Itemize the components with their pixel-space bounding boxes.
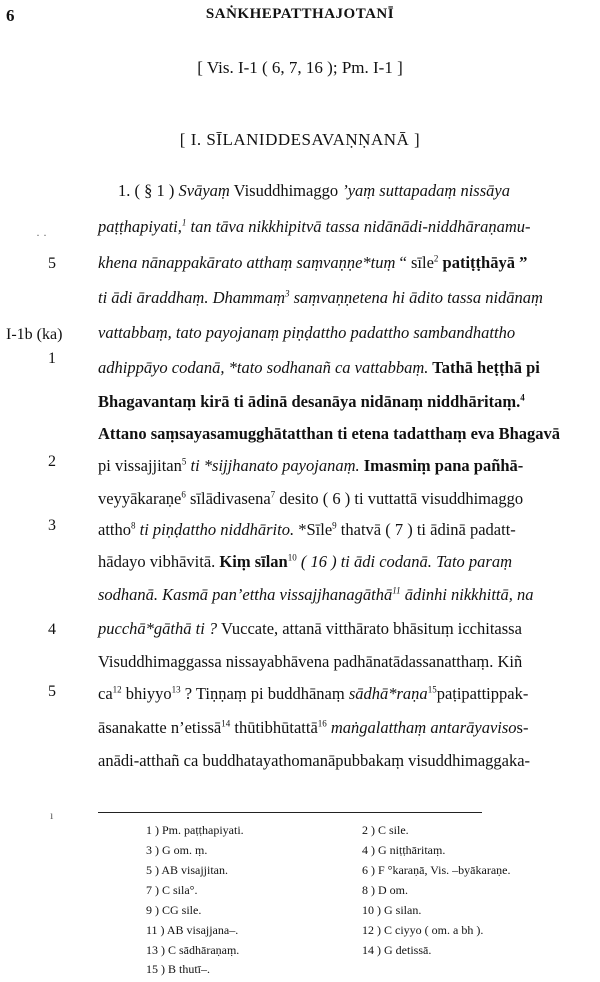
footnote: 5 ) AB visajjitan. bbox=[146, 863, 228, 877]
body-line: paṭṭhapiyati,$^1$ tan tāva nikkhipitvā tassa nidānādi-niddhāraṇamu- bbox=[98, 217, 531, 236]
body-line: vattabbaṃ, tato payojanaṃ piṇḍattho padattho sambandhattho bbox=[98, 323, 516, 342]
footnote: 2 ) C sile. bbox=[362, 823, 409, 837]
body-line: Visuddhimaggassa nissayabhāvena padhānatādassanatthaṃ. Kiñ bbox=[98, 652, 523, 671]
body-line: khena nānappakārato atthaṃ saṃvaṇṇe*tuṃ “ sīle$^2$ patiṭṭhāyā ” bbox=[98, 253, 528, 272]
body-line: anādi-atthañ ca buddhatayathomanāpubbakaṃ visuddhimaggaka- bbox=[98, 751, 531, 770]
footnote: 6 ) F °karaṇā, Vis. –byākaraṇe. bbox=[362, 863, 511, 877]
footnote: 4 ) G niṭṭhāritaṃ. bbox=[362, 843, 446, 857]
footnote-rule bbox=[98, 812, 482, 813]
reference-line: [ Vis. I-1 ( 6, 7, 16 ); Pm. I-1 ] bbox=[197, 58, 403, 77]
page-number: 6 bbox=[6, 6, 15, 25]
footnote: 15 ) B thutī–. bbox=[146, 962, 211, 976]
footnote: 1 ) Pm. paṭṭhapiyati. bbox=[146, 823, 244, 837]
footnote: 8 ) D om. bbox=[362, 883, 408, 897]
body-line: $ca^{12}$ bhiyyo$^{13}$ ? Tiṇṇaṃ pi buddhānaṃ sādhā*raṇa$^{15}$paṭipattippak- bbox=[98, 684, 529, 703]
footnote: 12 ) C ciyyo ( om. a bh ). bbox=[362, 923, 484, 937]
margin-line-number: 5 bbox=[48, 255, 56, 272]
margin-line-number: 4 bbox=[48, 621, 56, 638]
body-line: hādayo vibhāvitā. Kiṃ sīlan$^{10}$ ( 16 ) ti ādi codanā. Tato paraṃ bbox=[98, 552, 513, 571]
footnote: 7 ) C sila°. bbox=[146, 883, 198, 897]
body-line: āsanakatte n’etissā$^{14}$ thūtibhūtattā$^{16}$ maṅgalatthaṃ antarāyavisos- bbox=[98, 718, 529, 737]
margin-line-number: 3 bbox=[48, 517, 56, 534]
body-line: Bhagavantaṃ kirā ti ādinā desanāya nidānaṃ niddhāritaṃ.$^4$ bbox=[98, 392, 525, 411]
footnote: 10 ) G silan. bbox=[362, 903, 422, 917]
margin-line-number: 2 bbox=[48, 453, 56, 470]
body-line: pi vissajjitan$^5$ ti *sijjhanato payojanaṃ. Imasmiṃ pana pañhā- bbox=[98, 456, 524, 475]
body-line: sodhanā. Kasmā pan’ettha vissajjhanagāthā$^{11}$ ādinhi nikkhittā, na bbox=[98, 585, 534, 604]
margin-reference: I-1b (ka) bbox=[6, 326, 63, 343]
body-line: pucchā*gāthā ti ? Vuccate, attanā vitthārato bhāsituṃ icchitassa bbox=[98, 619, 522, 638]
footnote: 13 ) C sādhāraṇaṃ. bbox=[146, 943, 240, 957]
margin-speck: ı bbox=[50, 808, 54, 822]
running-title: SAṄKHEPATTHAJOTANĪ bbox=[205, 6, 395, 22]
body-line: attho$^8$ ti piṇḍattho niddhārito. *Sīle$^9$ thatvā ( 7 ) ti ādinā padatt- bbox=[98, 520, 516, 539]
footnote: 9 ) CG sile. bbox=[146, 903, 202, 917]
margin-line-number: 1 bbox=[48, 350, 56, 367]
body-line: adhippāyo codanā, *tato sodhanañ ca vattabbaṃ. Tathā heṭṭhā pi bbox=[98, 358, 540, 377]
footnote: 14 ) G detissā. bbox=[362, 943, 432, 957]
footnote: 11 ) AB visajjana–. bbox=[146, 923, 239, 937]
section-heading: [ I. SĪLANIDDESAVAṆṆANĀ ] bbox=[179, 130, 421, 149]
body-line: Attano saṃsayasamugghātatthan ti etena tadatthaṃ eva Bhagavā bbox=[98, 424, 561, 443]
body-line: ti ādi āraddhaṃ. Dhammaṃ$^3$ saṃvaṇṇetena hi ādito tassa nidānaṃ bbox=[98, 288, 543, 307]
body-line: 1. ( § 1 ) Svāyaṃ Visuddhimaggo ’yaṃ suttapadaṃ nissāya bbox=[118, 181, 510, 200]
margin-line-number: 5 bbox=[48, 683, 56, 700]
footnote: 3 ) G om. ṃ. bbox=[146, 843, 208, 857]
body-line: veyyākaraṇe$^6$ sīlādivasena$^7$ desito ( 6 ) ti vuttattā visuddhimaggo bbox=[98, 489, 524, 508]
margin-specks: · · bbox=[36, 228, 47, 242]
